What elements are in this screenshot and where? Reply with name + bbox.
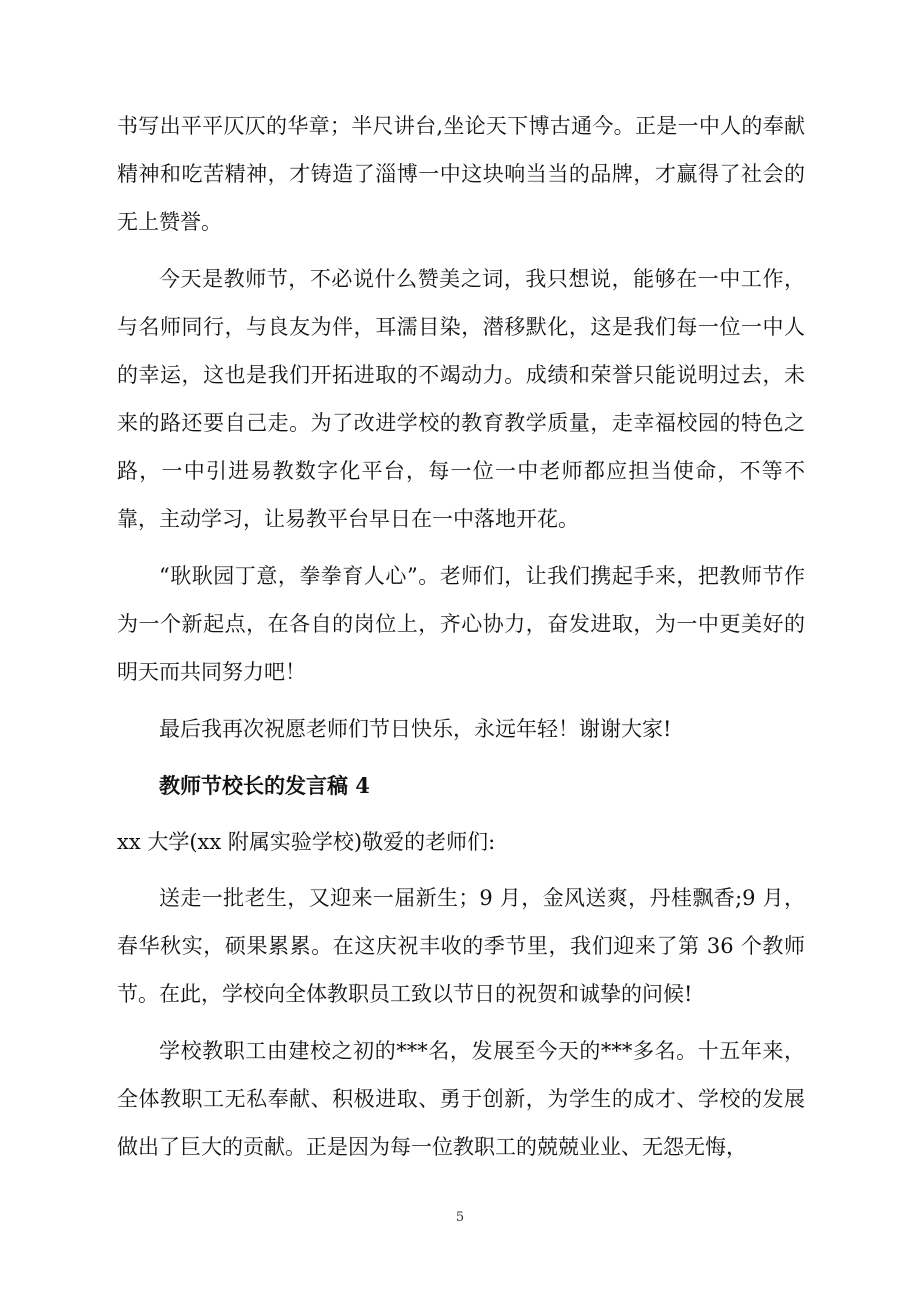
paragraph-1: 书写出平平仄仄的华章；半尺讲台,坐论天下博古通今。正是一中人的奉献精神和吃苦精神，才铸造了淄博一中这块响当当的品牌，才赢得了社会的无上赞誉。 — [117, 114, 805, 234]
document-body — [117, 102, 805, 1180]
paragraph-6: 学校教职工由建校之初的***名，发展至今天的***多名。十五年来，全体教职工无私奉献、积极进取、勇于创新，为学生的成才、学校的发展做出了巨大的贡献。正是因为每一位教职工的兢兢业业、无怨无悔， — [117, 1039, 805, 1159]
salutation-line: xx 大学(xx 附属实验学校)敬爱的老师们: — [117, 830, 496, 854]
section-heading: 教师节校长的发言稿 4 — [159, 773, 370, 798]
page-number: 5 — [455, 1210, 465, 1225]
paragraph-5: 送走一批老生，又迎来一届新生；9 月，金风送爽，丹桂飘香;9 月，春华秋实，硕果累累。在这庆祝丰收的季节里，我们迎来了第 36 个教师节。在此，学校向全体教职员工致以节日的祝贺和诚挚的问候! — [117, 886, 805, 1006]
paragraph-2: 今天是教师节，不必说什么赞美之词，我只想说，能够在一中工作，与名师同行，与良友为伴，耳濡目染，潜移默化，这是我们每一位一中人的幸运，这也是我们开拓进取的不竭动力。成绩和荣誉只能说明过去，未来的路还要自己走。为了改进学校的教育教学质量，走幸福校园的特色之路，一中引进易教数字化平台，每一位一中老师都应担当使命，不等不靠，主动学习，让易教平台早日在一中落地开花。 — [117, 267, 805, 531]
paragraph-4: 最后我再次祝愿老师们节日快乐，永远年轻！谢谢大家! — [159, 717, 672, 741]
paragraph-3: “耿耿园丁意，拳拳育人心”。老师们，让我们携起手来，把教师节作为一个新起点，在各自的岗位上，齐心协力，奋发进取，为一中更美好的明天而共同努力吧！ — [117, 564, 805, 684]
